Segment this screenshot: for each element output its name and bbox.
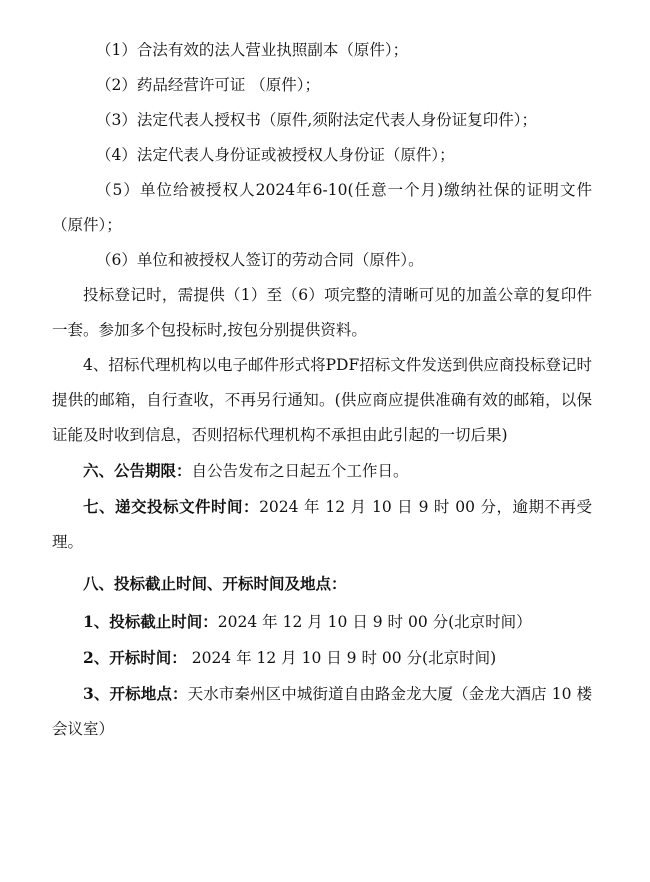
- registration-note: 投标登记时，需提供（1）至（6）项完整的清晰可见的加盖公章的复印件一套。参加多个包投标时,按包分别提供资料。: [52, 286, 592, 339]
- opening-location-item: [52, 676, 592, 747]
- opening-time-label: 2、开标时间：: [83, 648, 187, 667]
- requirement-item-4: （4）法定代表人身份证或被授权人身份证（原件）；: [96, 146, 455, 164]
- submission-time: [52, 489, 592, 560]
- section-7-heading: 七、递交投标文件时间：: [83, 497, 260, 516]
- requirement-item-3: （3）法定代表人授权书（原件,须附法定代表人身份证复印件）；: [96, 111, 538, 129]
- opening-time-item: [52, 640, 592, 676]
- requirement-item-5: （5）单位给被授权人2024年6-10(任意一个月)缴纳社保的证明文件（原件）；: [52, 181, 592, 234]
- section-8-heading: 八、投标截止时间、开标时间及地点：: [83, 574, 347, 593]
- deadline-label: 1、投标截止时间：: [83, 612, 218, 631]
- section-6-text: 自公告发布之日起五个工作日。: [191, 462, 409, 480]
- section-7-text: 2024 年 12 月 10 日 9 时 00 分，逾期不再受理。: [52, 498, 592, 551]
- deadline-item: [52, 604, 592, 640]
- opening-time-text: 2024 年 12 月 10 日 9 时 00 分(北京时间): [186, 649, 497, 667]
- deadline-text: 2024 年 12 月 10 日 9 时 00 分(北京时间）: [217, 613, 532, 631]
- email-delivery-item: 4、招标代理机构以电子邮件形式将PDF招标文件发送到供应商投标登记时提供的邮箱，自行查收，不再另行通知。(供应商应提供准确有效的邮箱，以保证能及时收到信息，否则招标代理机构不承担由此引起的一切后果): [52, 356, 592, 444]
- requirement-item-2: （2）药品经营许可证 （原件）；: [96, 76, 321, 94]
- section-6-heading: 六、公告期限：: [83, 461, 192, 480]
- opening-location-label: 3、开标地点：: [83, 684, 188, 703]
- document-page: [52, 33, 592, 747]
- requirement-item-6: （6）单位和被授权人签订的劳动合同（原件）。: [96, 251, 424, 269]
- announcement-period: [52, 453, 592, 489]
- requirement-item-1: （1）合法有效的法人营业执照副本（原件）；: [96, 41, 409, 59]
- opening-location-text: 天水市秦州区中城街道自由路金龙大厦（金龙大酒店 10 楼会议室）: [52, 685, 592, 738]
